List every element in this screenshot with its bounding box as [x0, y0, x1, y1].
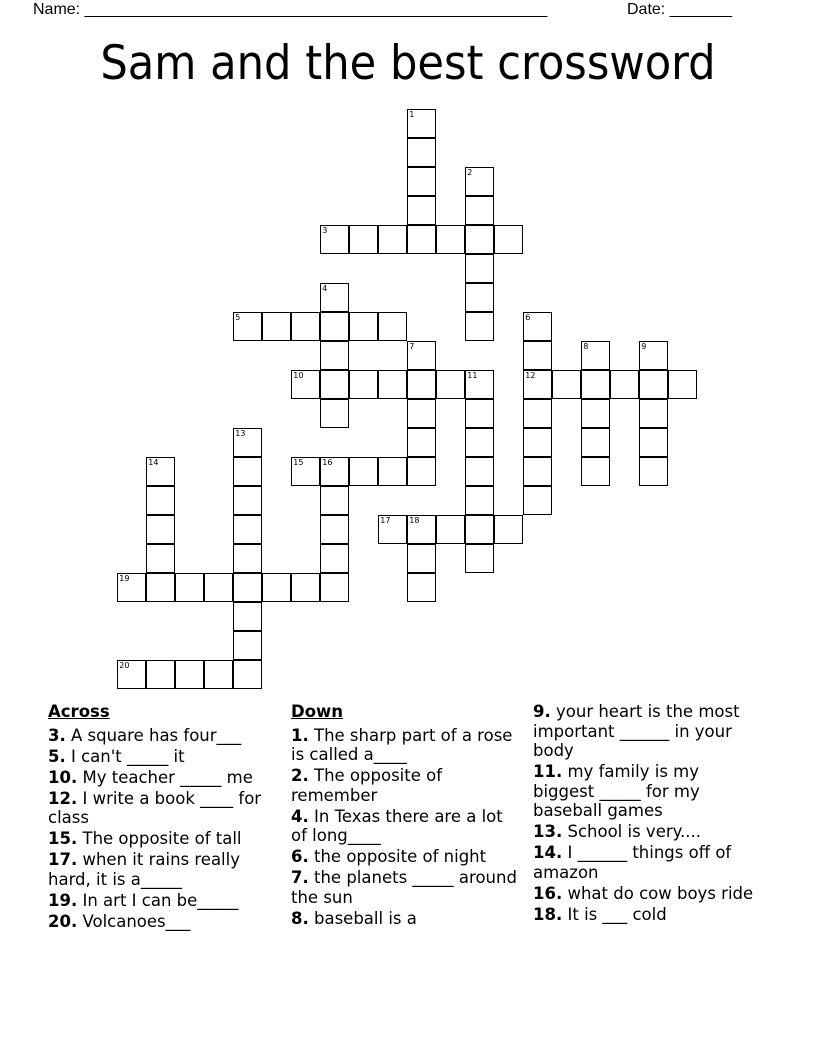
clue-number-label: 6.	[291, 847, 309, 866]
grid-cell[interactable]	[117, 660, 146, 689]
clue-item	[48, 850, 280, 889]
clue-number: 19	[119, 574, 130, 584]
grid-cell[interactable]	[378, 370, 407, 399]
clue-number-label: 16.	[533, 883, 563, 903]
clue-item	[533, 702, 765, 761]
grid-cell[interactable]	[407, 341, 436, 370]
clue-number-label: 4.	[291, 806, 309, 826]
grid-cell[interactable]	[523, 486, 552, 515]
clue-item	[48, 891, 280, 911]
grid-cell[interactable]	[349, 225, 378, 254]
grid-cell[interactable]	[349, 312, 378, 341]
grid-cell[interactable]	[639, 370, 668, 399]
clue-number: 2	[467, 168, 473, 178]
clue-text: In Texas there are a lot of long____	[291, 806, 503, 845]
grid-cell[interactable]	[146, 544, 175, 573]
grid-cell[interactable]	[465, 457, 494, 486]
grid-cell[interactable]	[291, 457, 320, 486]
clue-number-label: 13.	[533, 822, 563, 841]
grid-cell[interactable]	[262, 573, 291, 602]
grid-cell[interactable]	[233, 515, 262, 544]
grid-cell[interactable]	[320, 312, 349, 341]
clue-item	[533, 822, 765, 842]
grid-cell[interactable]	[407, 573, 436, 602]
grid-cell[interactable]	[465, 283, 494, 312]
grid-cell[interactable]	[320, 457, 349, 486]
grid-cell[interactable]	[523, 399, 552, 428]
grid-cell[interactable]	[465, 196, 494, 225]
down-heading: Down	[291, 702, 344, 721]
clue-item	[291, 726, 523, 765]
grid-cell[interactable]	[378, 225, 407, 254]
grid-cell[interactable]	[581, 341, 610, 370]
clue-text: A square has four___	[71, 725, 242, 745]
grid-cell[interactable]	[378, 515, 407, 544]
grid-cell[interactable]	[146, 515, 175, 544]
date-field-label: Date: _______	[627, 1, 732, 18]
grid-cell[interactable]	[465, 515, 494, 544]
clue-number: 12	[525, 371, 536, 381]
grid-cell[interactable]	[349, 370, 378, 399]
clue-text: I write a book ____ for class	[48, 788, 262, 827]
grid-cell[interactable]	[581, 399, 610, 428]
grid-cell[interactable]	[146, 660, 175, 689]
grid-cell[interactable]	[639, 399, 668, 428]
grid-cell[interactable]	[407, 544, 436, 573]
clue-item	[533, 843, 765, 882]
grid-cell[interactable]	[320, 225, 349, 254]
clue-text: I ______ things off of amazon	[533, 843, 732, 882]
grid-cell[interactable]	[407, 370, 436, 399]
clue-item	[48, 726, 280, 746]
grid-cell[interactable]	[204, 573, 233, 602]
grid-cell[interactable]	[494, 225, 523, 254]
grid-cell[interactable]	[320, 370, 349, 399]
grid-cell[interactable]	[465, 254, 494, 283]
grid-cell[interactable]	[407, 138, 436, 167]
grid-cell[interactable]	[233, 602, 262, 631]
grid-cell[interactable]	[407, 399, 436, 428]
clue-item	[533, 884, 765, 904]
clue-text: My teacher _____ me	[82, 767, 253, 787]
clue-number-label: 7.	[291, 868, 309, 887]
clue-number: 5	[235, 313, 241, 323]
name-field-label: Name: ____________________________________________________	[33, 1, 548, 18]
clue-number: 3	[322, 226, 328, 236]
grid-cell[interactable]	[262, 312, 291, 341]
grid-cell[interactable]	[465, 225, 494, 254]
clue-number: 6	[525, 313, 531, 323]
clue-text: Volcanoes___	[82, 911, 191, 931]
clue-text: the opposite of night	[314, 847, 487, 866]
grid-cell[interactable]	[291, 573, 320, 602]
grid-cell[interactable]	[465, 370, 494, 399]
grid-cell[interactable]	[668, 370, 697, 399]
clue-number: 14	[148, 458, 159, 468]
clue-number-label: 10.	[48, 767, 78, 787]
grid-cell[interactable]	[233, 544, 262, 573]
grid-cell[interactable]	[320, 515, 349, 544]
grid-cell[interactable]	[146, 457, 175, 486]
grid-cell[interactable]	[610, 370, 639, 399]
grid-cell[interactable]	[349, 457, 378, 486]
grid-cell[interactable]	[407, 225, 436, 254]
clue-number: 9	[641, 342, 647, 352]
grid-cell[interactable]	[320, 399, 349, 428]
clue-text: baseball is a	[314, 908, 417, 928]
clue-number-label: 8.	[291, 908, 309, 928]
clue-text: the planets _____ around the sun	[291, 868, 517, 907]
grid-cell[interactable]	[436, 225, 465, 254]
grid-cell[interactable]	[465, 486, 494, 515]
clue-text: what do cow boys ride	[567, 883, 754, 903]
grid-cell[interactable]	[117, 573, 146, 602]
clue-item	[48, 768, 280, 788]
grid-cell[interactable]	[639, 428, 668, 457]
clue-number-label: 3.	[48, 725, 66, 745]
clue-text: The sharp part of a rose is called a____	[291, 725, 513, 764]
clue-number: 15	[293, 458, 304, 468]
grid-cell[interactable]	[233, 312, 262, 341]
grid-cell[interactable]	[581, 428, 610, 457]
grid-cell[interactable]	[581, 370, 610, 399]
grid-cell[interactable]	[233, 631, 262, 660]
clue-text: The opposite of remember	[291, 766, 443, 805]
clue-item	[291, 868, 523, 907]
grid-cell[interactable]	[552, 370, 581, 399]
clue-number: 17	[380, 516, 391, 526]
clue-number: 11	[467, 371, 478, 381]
grid-cell[interactable]	[523, 312, 552, 341]
grid-cell[interactable]	[465, 399, 494, 428]
clue-text: In art I can be_____	[82, 890, 239, 910]
clue-text: I can't _____ it	[71, 746, 185, 766]
grid-cell[interactable]	[523, 457, 552, 486]
clue-number-label: 20.	[48, 911, 78, 931]
grid-cell[interactable]	[523, 428, 552, 457]
clue-item	[533, 762, 765, 821]
clue-number: 4	[322, 284, 328, 294]
grid-cell[interactable]	[639, 341, 668, 370]
across-clues	[48, 702, 280, 933]
grid-cell[interactable]	[320, 544, 349, 573]
clue-item	[291, 807, 523, 846]
clue-item	[48, 829, 280, 849]
clue-number-label: 11.	[533, 762, 563, 781]
clue-item	[291, 766, 523, 805]
clue-number: 20	[119, 661, 130, 671]
grid-cell[interactable]	[465, 312, 494, 341]
clue-item	[533, 905, 765, 925]
down-clues	[291, 702, 523, 930]
grid-cell[interactable]	[291, 312, 320, 341]
across-heading: Across	[48, 702, 110, 721]
clue-text: when it rains really hard, it is a_____	[48, 850, 240, 889]
grid-cell[interactable]	[146, 573, 175, 602]
grid-cell[interactable]	[233, 428, 262, 457]
grid-cell[interactable]	[175, 573, 204, 602]
clue-number: 13	[235, 429, 246, 439]
grid-cell[interactable]	[465, 544, 494, 573]
clue-text: The opposite of tall	[82, 829, 242, 848]
grid-cell[interactable]	[204, 660, 233, 689]
clue-number: 16	[322, 458, 333, 468]
grid-cell[interactable]	[320, 283, 349, 312]
grid-cell[interactable]	[378, 312, 407, 341]
clue-number-label: 12.	[48, 788, 78, 808]
grid-cell[interactable]	[407, 457, 436, 486]
grid-cell[interactable]	[407, 109, 436, 138]
clue-item	[291, 847, 523, 867]
grid-cell[interactable]	[523, 341, 552, 370]
clue-number-label: 5.	[48, 746, 66, 766]
clue-item	[291, 909, 523, 929]
grid-cell[interactable]	[291, 370, 320, 399]
grid-cell[interactable]	[175, 660, 204, 689]
clue-number: 7	[409, 342, 415, 352]
clue-number-label: 15.	[48, 829, 78, 848]
grid-cell[interactable]	[436, 515, 465, 544]
grid-cell[interactable]	[320, 573, 349, 602]
grid-cell[interactable]	[436, 370, 465, 399]
clue-number-label: 19.	[48, 890, 78, 910]
grid-cell[interactable]	[465, 167, 494, 196]
grid-cell[interactable]	[233, 486, 262, 515]
clue-number-label: 1.	[291, 725, 309, 745]
page-title: Sam and the best crossword	[100, 36, 716, 91]
clue-number-label: 17.	[48, 850, 78, 869]
grid-cell[interactable]	[233, 457, 262, 486]
clue-number: 18	[409, 516, 420, 526]
clue-number-label: 18.	[533, 904, 563, 924]
grid-cell[interactable]	[146, 486, 175, 515]
clue-text: my family is my biggest _____ for my baseball games	[533, 762, 700, 820]
clue-text: School is very....	[567, 822, 702, 841]
grid-cell[interactable]	[494, 515, 523, 544]
grid-cell[interactable]	[378, 457, 407, 486]
grid-cell[interactable]	[320, 486, 349, 515]
clue-item	[48, 789, 280, 828]
grid-cell[interactable]	[523, 370, 552, 399]
clue-number: 8	[583, 342, 589, 352]
grid-cell[interactable]	[233, 573, 262, 602]
clue-number: 1	[409, 110, 415, 120]
grid-cell[interactable]	[407, 428, 436, 457]
grid-cell[interactable]	[320, 341, 349, 370]
clue-number-label: 9.	[533, 702, 551, 721]
clue-number: 10	[293, 371, 304, 381]
grid-cell[interactable]	[233, 660, 262, 689]
clue-item	[48, 912, 280, 932]
grid-cell[interactable]	[407, 167, 436, 196]
clue-text: your heart is the most important ______ in your body	[533, 702, 740, 760]
grid-cell[interactable]	[639, 457, 668, 486]
down-clues-continued	[533, 702, 765, 926]
clue-item	[48, 747, 280, 767]
grid-cell[interactable]	[407, 515, 436, 544]
clue-number-label: 2.	[291, 766, 309, 785]
grid-cell[interactable]	[407, 196, 436, 225]
clue-number-label: 14.	[533, 843, 563, 862]
grid-cell[interactable]	[581, 457, 610, 486]
clue-text: It is ___ cold	[567, 904, 667, 924]
grid-cell[interactable]	[465, 428, 494, 457]
